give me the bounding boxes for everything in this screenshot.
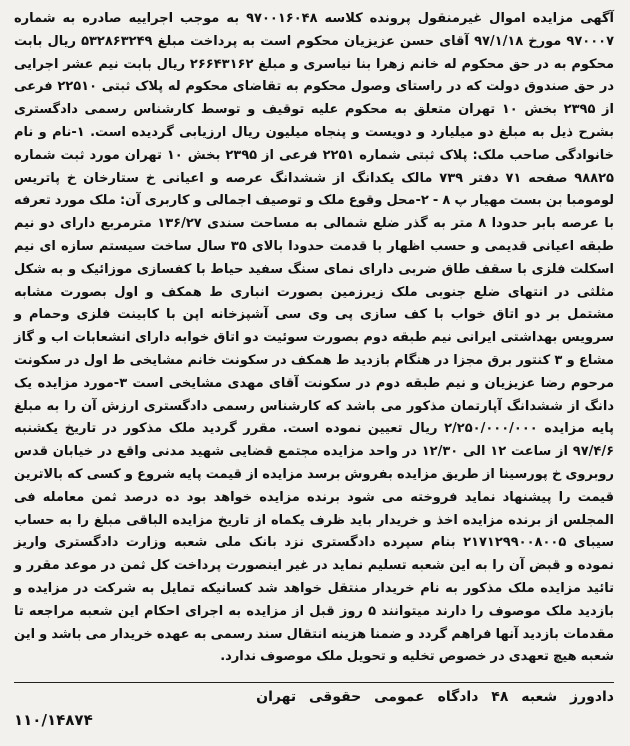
auction-notice: [8, 6, 620, 740]
notice-signature: دادورز شعبه ۴۸ دادگاه عمومی حقوقی تهران: [256, 689, 614, 705]
notice-footer: [14, 682, 614, 729]
notice-body-text: آگهی مزایده اموال غیرمنقول پرونده کلاسه ۹۷۰۰۱۶۰۴۸ به موجب اجراییه صادره به شماره ۹۷۰۰۰۷ مورخ ۹۷/۱/۱۸ آقای حسن عزیزیان محکوم است به پرداخت مبلغ ۵۳۲۸۶۳۲۴۹ ریال بابت محکوم به در حق محکوم له خانم زهرا بنا نیاسری و مبلغ ۲۶۶۴۳۱۶۲ ریال بابت نیم عشر اجرایی در حق صندوق دولت که در راستای وصول محکوم به تقاضای محکوم له پلاک ثبتی ۲۲۵۱۰ فرعی از ۲۳۹۵ بخش ۱۰ تهران متعلق به محکوم علیه توقیف و توسط کارشناس رسمی دادگستری بشرح ذیل به مبلغ دو میلیارد و دویست و پنجاه میلیون ریال ارزیابی گردیده است. ۱-نام و نام خانوادگی صاحب ملک: پلاک ثبتی شماره ۲۲۵۱ فرعی از ۲۳۹۵ بخش ۱۰ تهران مورد ثبت شماره ۹۸۸۲۵ صفحه ۷۱ دفتر ۷۳۹ مالک یکدانگ از ششدانگ عرصه و اعیانی خ ستارخان خ پاتریس لومومبا بن بست مهیار پ ۸ - ۲-محل وقوع ملک و توصیف اجمالی و کاربری آن: ملک مورد تعرفه با عرصه بابر حدودا ۸ متر به گذر ضلع شمالی به مساحت سندی ۱۳۶/۲۷ مترمربع دارای دو نیم طبقه اعیانی قدیمی و حسب اظهار با قدمت حدودا بالای ۳۵ سال ساخت سیستم سازه ای نیم اسکلت فلزی با سقف طاق ضربی دارای نمای سنگ سفید حیاط با کفسازی موزائیک و به شکل مثلثی در انتهای ضلع جنوبی ملک زیرزمین بصورت انباری ط همکف و اول بصورت مشابه مشتمل بر دو اتاق خواب با کف سازی پی وی سی آشپزخانه اپن با کابینت فلزی وحمام و سرویس بهداشتی ایرانی نیم طبقه دوم بصورت سوئیت دو اتاق خوابه دارای انشعابات اب و گاز مشاع و ۳ کنتور برق مجزا در هنگام بازدید ط همکف در سکونت خانم مشایخی ط اول در سکونت مرحوم رضا عزیزیان و نیم طبقه دوم در سکونت آقای مهدی مشایخی است ۳-مورد مزایده یک دانگ از ششدانگ آپارتمان مذکور می باشد که کارشناس رسمی دادگستری ارزش آن را به مبلغ پایه مزایده ۲/۲۵۰/۰۰۰/۰۰۰ ریال تعیین نموده است. مقرر گردید ملک مذکور در تاریخ یکشنبه ۹۷/۴/۶ از ساعت ۱۲ الی ۱۲/۳۰ در واحد مزایده مجتمع قضایی شهید مدنی واقع در خیابان قدس روبروی خ پورسینا از طریق مزایده بفروش برسد مزایده از قیمت پایه شروع و کسی که بالاترین قیمت را پیشنهاد نماید فروخته می شود برنده مزایده خواهد بود ده درصد ثمن معامله فی المجلس از برنده مزایده اخذ و خریدار باید ظرف یکماه از تاریخ مزایده الباقی مبلغ را به حساب سیبای ۲۱۷۱۲۹۹۰۰۸۰۰۵ بنام سپرده دادگستری نزد بانک ملی شعبه وزارت دادگستری واریز نموده و قبض آن را به این شعبه تسلیم نماید در غیر اینصورت پرداخت کل ثمن در موعد مقرر و تائید مزایده ملک مذکور به نام خریدار منتقل خواهد شد کسانیکه تمایل به شرکت در مزایده و بازدید ملک موصوف را دارند میتوانند ۵ روز قبل از مزایده به اجرای احکام این شعبه مراجعه تا مقدمات بازدید آنها فراهم گردد و ضمنا هزینه انتقال سند رسمی به عهده خریدار می باشد و این شعبه هیچ تعهدی در خصوص تخلیه و تحویل ملک موصوف ندارد.: [14, 11, 615, 665]
notice-reference-number: ۱۱۰/۱۴۸۷۴: [14, 711, 93, 729]
